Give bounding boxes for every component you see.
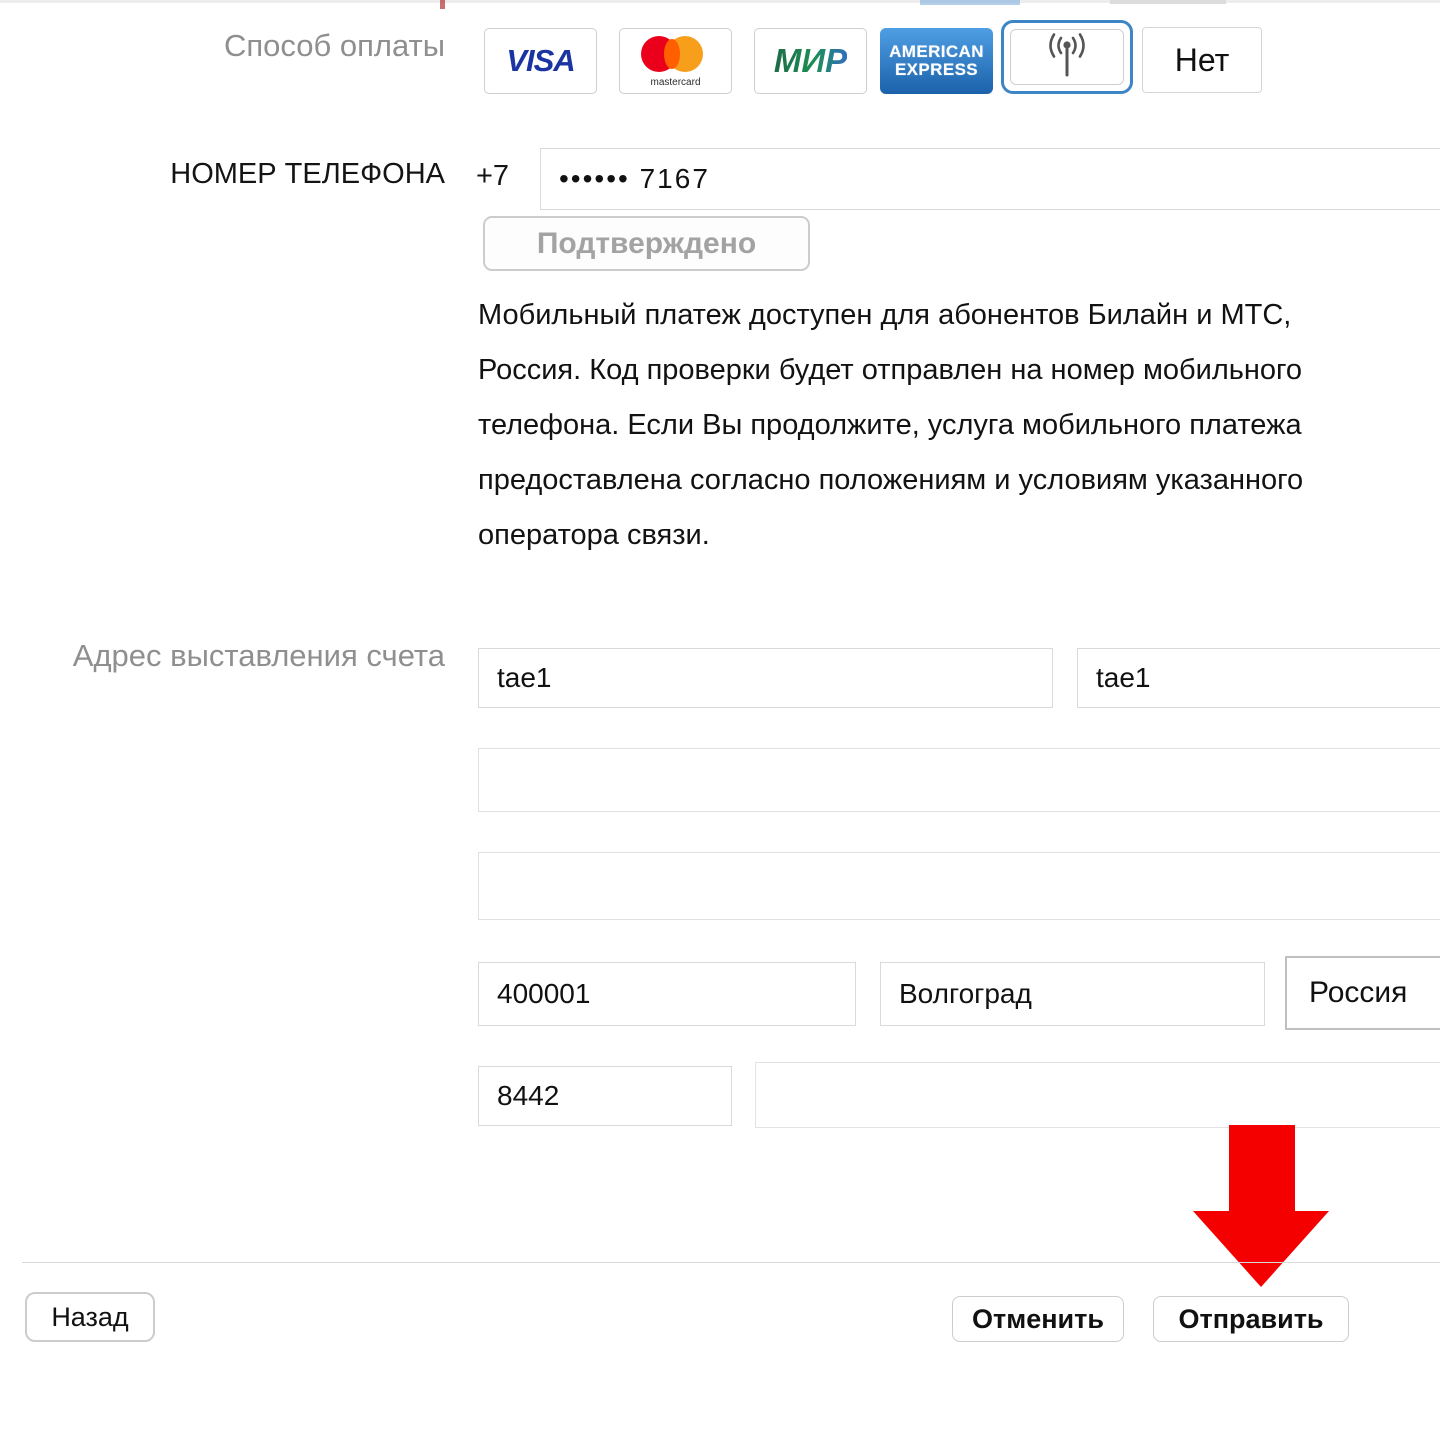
top-cutoff-amex-hint: [920, 0, 1020, 5]
payment-method-none[interactable]: [1142, 27, 1262, 93]
red-arrow-annotation: [1185, 1125, 1337, 1290]
billing-city-input[interactable]: [880, 962, 1265, 1026]
payment-method-mobile-selected[interactable]: [1001, 20, 1133, 94]
amex-wordmark-line2: EXPRESS: [894, 60, 979, 79]
billing-country-select[interactable]: Россия: [1285, 956, 1440, 1030]
antenna-icon: [1043, 33, 1091, 81]
top-cutoff-red-hint: [440, 0, 445, 9]
phone-confirmed-button[interactable]: Подтверждено: [483, 216, 810, 271]
billing-city-phone-code-input[interactable]: [478, 1066, 732, 1126]
phone-number-input[interactable]: [540, 148, 1440, 210]
billing-address-line2-input[interactable]: [478, 852, 1440, 920]
mobile-payment-inner-frame: [1010, 29, 1124, 85]
billing-phone-number-input[interactable]: [755, 1062, 1440, 1128]
back-button[interactable]: Назад: [25, 1292, 155, 1342]
cancel-button[interactable]: Отменить: [952, 1296, 1124, 1342]
top-cutoff-border-hint: [1110, 0, 1226, 4]
payment-method-mir[interactable]: [754, 28, 867, 94]
billing-first-name-input[interactable]: [478, 648, 1053, 708]
footer-divider: [22, 1262, 1440, 1263]
phone-number-label: НОМЕР ТЕЛЕФОНА: [170, 158, 445, 190]
billing-last-name-input[interactable]: [1077, 648, 1440, 708]
billing-postal-code-input[interactable]: [478, 962, 856, 1026]
payment-method-visa[interactable]: [484, 28, 597, 94]
mastercard-logo-icon: [620, 29, 731, 93]
mir-logo-icon: МИР: [773, 42, 848, 79]
visa-logo-icon: VISA: [506, 43, 575, 78]
payment-method-amex[interactable]: [880, 28, 993, 94]
billing-address-label: Адрес выставления счета: [72, 638, 445, 673]
info-line-4: предоставлена согласно положениям и условиям указанного: [478, 464, 1304, 496]
phone-country-prefix: +7: [476, 160, 510, 192]
payment-none-label: Нет: [1174, 41, 1230, 78]
info-line-1: Мобильный платеж доступен для абонентов Билайн и МТС,: [478, 299, 1292, 331]
amex-wordmark-line1: AMERICAN: [889, 42, 984, 62]
info-line-2: Россия. Код проверки будет отправлен на номер мобильного: [478, 354, 1303, 386]
mastercard-wordmark: mastercard: [650, 77, 701, 88]
payment-method-mastercard[interactable]: [619, 28, 732, 94]
payment-method-label: Способ оплаты: [223, 28, 445, 63]
billing-address-line1-input[interactable]: [478, 748, 1440, 812]
info-line-3: телефона. Если Вы продолжите, услуга мобильного платежа: [478, 409, 1302, 441]
info-line-5: оператора связи.: [478, 519, 710, 551]
submit-button[interactable]: Отправить: [1153, 1296, 1349, 1342]
mobile-payment-info-text: [478, 288, 1440, 563]
mastercard-overlap: [664, 39, 680, 69]
